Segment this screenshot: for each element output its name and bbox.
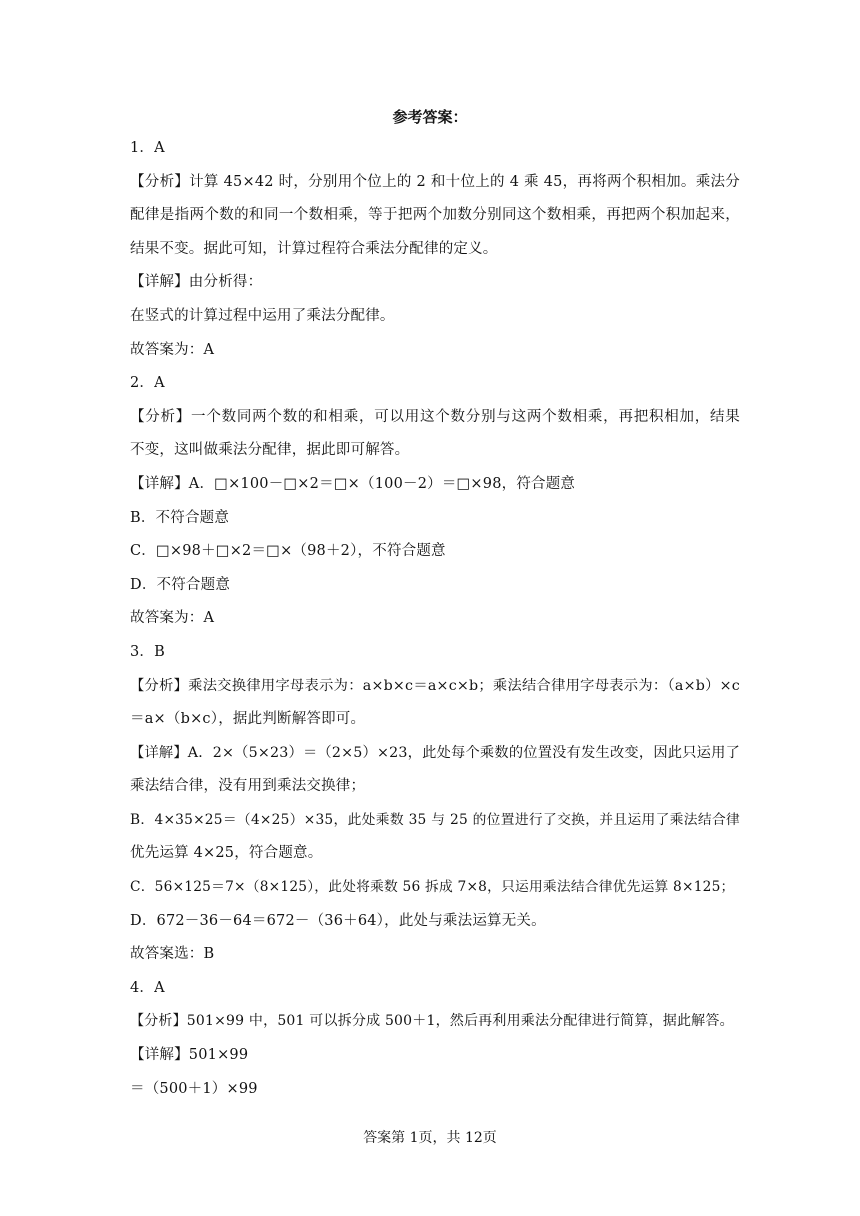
answer-line: B．不符合题意 [130, 509, 230, 526]
answer-line: 3．B [130, 643, 165, 660]
answer-line: 【详解】由分析得： [130, 274, 263, 291]
answer-line: C．□×98＋□×2＝□×（98＋2），不符合题意 [130, 543, 446, 560]
answer-line: 乘法结合律，没有用到乘法交换律； [130, 778, 366, 795]
answer-title: 参考答案： [392, 108, 468, 126]
answer-line: 【详解】A．2×（5×23）＝（2×5）×23，此处每个乘数的位置没有发生改变，因此只运用了 [130, 744, 741, 761]
answer-line: C．56×125＝7×（8×125），此处将乘数 56 拆成 7×8，只运用乘法结合律优先运算 8×125； [130, 879, 735, 896]
answer-line: ＝（500＋1）×99 [130, 1080, 258, 1097]
answer-line: 【分析】501×99 中，501 可以拆分成 500＋1，然后再利用乘法分配律进行简算，据此解答。 [130, 1013, 734, 1030]
answer-line: 故答案为：A [130, 341, 215, 358]
answer-line: 1．A [130, 140, 165, 156]
answer-line: 【分析】一个数同两个数的和相乘，可以用这个数分别与这两个数相乘，再把积相加，结果 [130, 408, 740, 425]
answer-line: 【分析】乘法交换律用字母表示为：a×b×c＝a×c×b；乘法结合律用字母表示为：（a×b）×c [130, 677, 740, 694]
answer-line: B．4×35×25＝（4×25）×35，此处乘数 35 与 25 的位置进行了交换，并且运用了乘法结合律 [130, 811, 740, 828]
answer-line: 配律是指两个数的和同一个数相乘，等于把两个加数分别同这个数相乘，再把两个积加起来， [130, 207, 740, 224]
answer-line: 不变，这叫做乘法分配律，据此即可解答。 [130, 442, 410, 459]
answer-line: D．672－36－64＝672－（36＋64），此处与乘法运算无关。 [130, 912, 546, 929]
page-footer: 答案第 1页，共 12页 [363, 1130, 497, 1146]
answer-line: 【详解】A．□×100－□×2＝□×（100－2）＝□×98，符合题意 [130, 475, 576, 492]
answer-line: 【分析】计算 45×42 时，分别用个位上的 2 和十位上的 4 乘 45，再将两个积相加。乘法分 [130, 173, 740, 190]
answer-line: 故答案为：A [130, 610, 215, 627]
answer-line: 在竖式的计算过程中运用了乘法分配律。 [130, 307, 395, 324]
answer-content [130, 132, 740, 1106]
answer-line: 优先运算 4×25，符合题意。 [130, 845, 323, 862]
answer-line: D．不符合题意 [130, 576, 231, 593]
answer-line: 2．A [130, 375, 165, 392]
answer-line: ＝a×（b×c），据此判断解答即可。 [130, 711, 366, 728]
answer-line: 4．A [130, 979, 165, 996]
answer-line: 【详解】501×99 [130, 1047, 249, 1064]
answer-line: 结果不变。据此可知，计算过程符合乘法分配律的定义。 [130, 240, 498, 257]
answer-line: 故答案选：B [130, 946, 215, 963]
